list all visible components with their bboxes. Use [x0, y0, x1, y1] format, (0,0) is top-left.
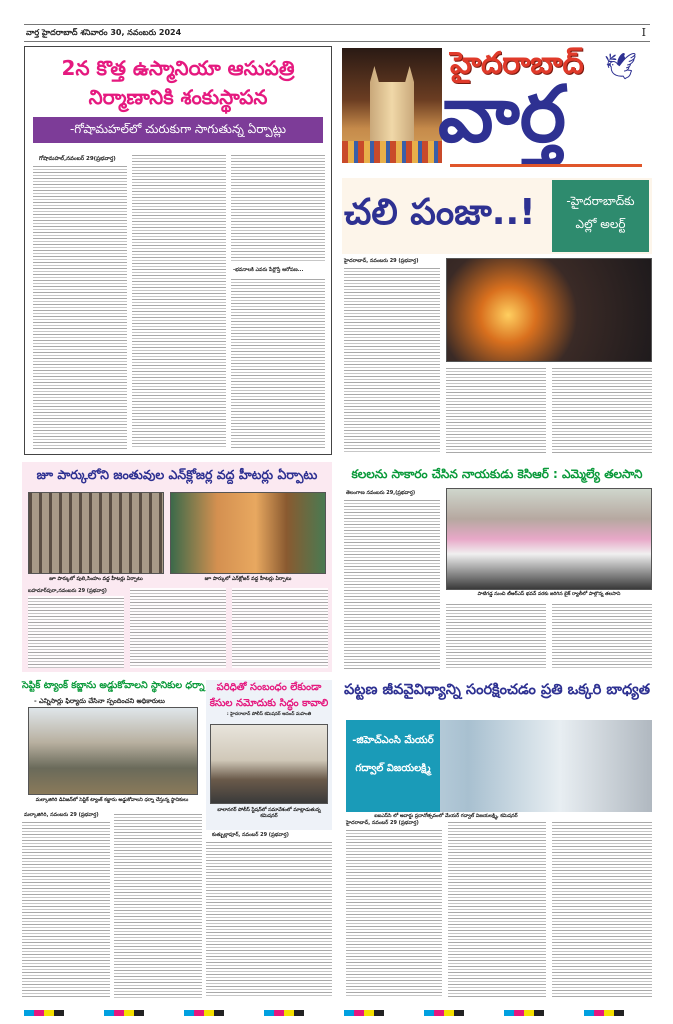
alert-box-line2: ఎల్లో అలర్ట్	[575, 217, 626, 231]
meeting-photo	[210, 724, 328, 804]
caption: మల్కాజిగిరి డివిజన్‌లో సెప్టిక్ ట్యాంక్ కబ్జాను అడ్డుకోవాలని ధర్నా చేస్తున్న స్థానికులు	[35, 798, 189, 803]
body-col1	[22, 820, 110, 998]
story-kcr-talasani	[342, 462, 652, 672]
mayor-box-line2: గద్వాల్ విజయలక్ష్మి	[355, 763, 431, 774]
body-col2	[114, 812, 202, 998]
story-osmania-hospital	[24, 46, 332, 455]
award-photo	[346, 720, 652, 812]
body-col3	[232, 588, 328, 668]
caption: ఐఐఎస్‌సి లో అవార్డు ప్రదానోత్సవంలో మేయర్ గద్వాల్ విజయలక్ష్మి, కమిషనర్	[374, 814, 518, 819]
dateline: కుత్బుల్లాపూర్, నవంబర్ 29 (ప్రభవార్త)	[212, 832, 289, 838]
body-col2	[448, 820, 546, 998]
dateline: గోషామహల్,నవంబర్ 29(ప్రభవార్త)	[39, 156, 116, 162]
body-col3	[552, 366, 652, 454]
body-col1	[346, 828, 442, 998]
body-col2	[446, 366, 546, 454]
subhead: - ఎన్నిసార్లు ఫిర్యాదు చేసినా స్పందించని అధికారులు	[34, 697, 165, 705]
body-col1	[206, 840, 332, 998]
body-col3b	[231, 277, 325, 449]
headline-line1: పరిధితో సంబంధం లేకుండా	[216, 682, 322, 693]
dateline: హైదరాబాద్, నవంబరు 29 (ప్రభవార్త)	[344, 258, 419, 264]
story-biodiversity	[342, 680, 652, 1000]
body-col1	[33, 164, 127, 449]
body-col3	[552, 820, 652, 998]
mayor-box	[346, 720, 440, 812]
body-col1	[344, 498, 440, 670]
headline: కలలను సాకారం చేసిన నాయకుడు కెసిఆర్ : ఎమ్మెల్యే తలసాని	[351, 467, 643, 481]
masthead-rule	[450, 164, 642, 167]
body-col1	[28, 596, 124, 668]
cold-wave-photo	[446, 258, 652, 362]
dateline: తెలంగాణ నవంబరు 29,(ప్రభవార్త)	[346, 490, 416, 496]
page-number: I	[641, 26, 646, 39]
headline: జూ పార్కులోని జంతువుల ఎన్‌క్లోజర్ల వద్ద హీటర్లు ఏర్పాటు	[36, 467, 318, 482]
charminar-photo	[342, 48, 442, 163]
body-col2	[132, 153, 226, 449]
masthead	[342, 46, 652, 172]
bike-rally-photo	[446, 488, 652, 590]
story-zoo-heaters	[22, 462, 332, 672]
dateline: బహదూర్‌పురా,నవంబరు 29 (ప్రభవార్త)	[28, 588, 107, 594]
masthead-title: వార్త	[438, 70, 566, 160]
dateline: మల్కాజిగిరి, నవంబరు 29 (ప్రభవార్త)	[24, 812, 99, 818]
caption: బాలానగర్ పోలీస్ స్టేషన్‌లో సమావేశంలో మాట్లాడుతున్న కమిషనర్	[217, 808, 321, 819]
body-col1	[344, 266, 440, 454]
zoo-photo-enclosure	[170, 492, 326, 574]
protest-photo	[28, 707, 198, 795]
body-col3	[231, 153, 325, 263]
headline-line2: నిర్మాణానికి శంకుస్థాపన	[88, 85, 268, 109]
story-septic-tank	[22, 680, 205, 1000]
zoo-photo-lion	[28, 492, 164, 574]
dateline: హైదరాబాద్, నవంబర్ 29 (ప్రభవార్త)	[346, 820, 419, 826]
headline-line1: 2న కొత్త ఉస్మానియా ఆసుపత్రి	[61, 56, 295, 80]
headline: పట్టణ జీవవైవిధ్యాన్ని సంరక్షించడం ప్రతి ఒక్కరి బాధ్యత	[343, 682, 651, 698]
sub-banner-text: -గోషామహల్‌లో చురుకుగా సాగుతున్న ఏర్పాట్లు	[69, 121, 287, 136]
mayor-box-line1: -జిహెచ్ఎంసి మేయర్	[352, 735, 434, 746]
color-registration-strip	[24, 1010, 650, 1016]
headline: సెప్టిక్ ట్యాంక్ కబ్జాను అడ్డుకోవాలని స్థానికుల ధర్నా	[22, 680, 205, 691]
headline: చలి పంజా..!	[344, 192, 536, 233]
body-col2	[446, 602, 546, 670]
body-col3	[552, 602, 652, 670]
story-cold-wave	[342, 178, 652, 455]
caption-2: జూ పార్కులో ఎన్‌క్లోజర్ వద్ద హీటర్లు ఏర్పాటు	[204, 576, 292, 582]
header-dateline: వార్త హైదరాబాద్ శనివారం 30, నవంబరు 2024	[26, 28, 182, 37]
caption: పాటిగడ్డ నుంచి టీఆర్ఎస్ భవన్ వరకు జరిగిన బైక్ ర్యాలీలో పాల్గొన్న తలసాని	[477, 592, 621, 597]
body-col2	[130, 588, 226, 668]
story-police-cases	[206, 680, 332, 1000]
masthead-city: హైదరాబాద్	[450, 46, 584, 81]
alert-box-line1: -హైదరాబాద్‌కు	[566, 194, 635, 208]
dove-icon: 🕊	[604, 52, 638, 82]
subhead: : హైదరాబాద్ పోలీస్ కమిషనర్ ఆనంద్ మహంతి	[226, 712, 312, 717]
headline-line2: కేసుల నమోదుకు సిద్ధం కావాలి	[209, 697, 329, 709]
caption-1: జూ పార్కులో పులి,సింహం వద్ద హీటర్లు ఏర్పాటు	[49, 576, 143, 582]
sub-banner	[33, 117, 323, 143]
alert-box	[552, 180, 649, 252]
header-bar	[24, 24, 650, 42]
subhead: -భవనాలకి ఎవరు పేర్లొస్తే ఆరోపణ...	[233, 267, 304, 273]
